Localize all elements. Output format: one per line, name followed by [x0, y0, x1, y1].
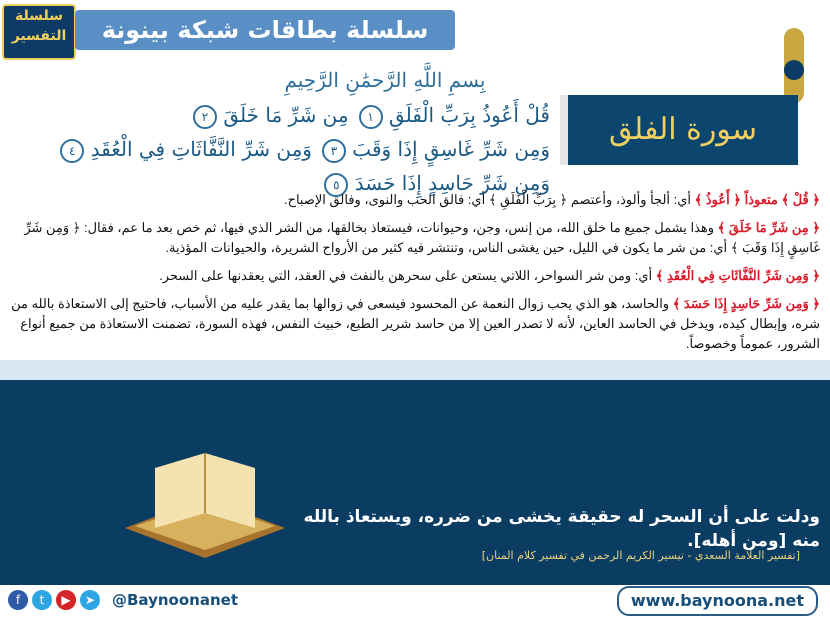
verse-number: ٤ [60, 139, 84, 163]
verse-2: مِن شَرِّ مَا خَلَقَ ٢ [189, 98, 349, 132]
verse-quote: ﴿ قُلْ ﴾ متعوذاً ﴿ أَعُوذُ ﴾ [691, 192, 820, 207]
series-line-2: التفسير [11, 28, 67, 44]
tafsir-paragraph-3 [10, 266, 820, 286]
tafsir-text: وهذا يشمل جميع ما خلق الله، من إنس، وجن، وحيوانات، فيستعاذ بخالقها، من الشر الذي فيها، ثم خص بعد ما عم، فقال: ﴿ وَمِن شَرِّ غَاسِقٍ إِذَا وَقَبَ ﴾ أي: من شر ما يكون في الليل، حين يغشى الناس، وتنتشر فيه كثير من الأرواح الشريرة، والحيوانات المؤذية. [24, 220, 820, 255]
verse-quote: ﴿ مِن شَرِّ مَا خَلَقَ ﴾ [714, 220, 820, 235]
tafsir-text: أي: ألجأ وألوذ، وأعتصم ﴿ بِرَبِّ الْفَلَقِ ﴾ أي: فالق الحب والنوى، وفالق الإصباح. [283, 192, 692, 207]
page-title: سلسلة بطاقات شبكة بينونة [75, 10, 455, 50]
verse-number: ٢ [193, 105, 217, 129]
verse-quote: ﴿ وَمِن شَرِّ النَّفَّاثَاتِ فِي الْعُقَدِ ﴾ [652, 268, 820, 283]
header [0, 0, 830, 60]
verse-1: قُلْ أَعُوذُ بِرَبِّ الْفَلَقِ ١ [355, 98, 550, 132]
verse-4: وَمِن شَرِّ النَّفَّاثَاتِ فِي الْعُقَدِ ٤ [56, 132, 312, 166]
social-links [8, 590, 100, 612]
series-line-1: سلسلة [15, 8, 63, 24]
tafsir-paragraph-2 [10, 218, 820, 258]
tafsir-text: والحاسد، هو الذي يحب زوال النعمة عن المحسود فيسعى في زوالها بما يقدر عليه من الأسباب، فاحتيج إلى الاستعاذة بالله من شره، وإبطال كيده، ويدخل في الحاسد العاين، لأنه لا تصدر العين إلا من حاسد شرير الطبع، خبيث النفس، فهذه السورة، تضمنت الاستعاذة من جميع أنواع الشرور، عموماً وخصوصاً. [11, 296, 820, 351]
basmala: بِسمِ اللَّهِ الرَّحمَٰنِ الرَّحِيمِ [284, 68, 486, 92]
bottom-text: ودلت على أن السحر له حقيقة يخشى من ضرره، ويستعاذ بالله منه [ومن أهله]. [303, 507, 820, 551]
verse-number: ٥ [324, 173, 348, 197]
quran-stand-icon [95, 418, 315, 568]
twitter-icon[interactable]: t [32, 590, 52, 610]
telegram-icon[interactable]: ➤ [80, 590, 100, 610]
verse-quote: ﴿ وَمِن شَرِّ حَاسِدٍ إِذَا حَسَدَ ﴾ [669, 296, 820, 311]
source-citation: [تفسير العلامة السعدي - تيسير الكريم الرحمن في تفسير كلام المنان] [481, 549, 800, 562]
tafsir-paragraph-1 [10, 190, 820, 210]
website-link[interactable]: www.baynoona.net [617, 586, 818, 616]
tafsir-paragraph-4 [10, 294, 820, 354]
surah-title: سورة الفلق [560, 95, 798, 165]
youtube-icon[interactable]: ▶ [56, 590, 76, 610]
series-tag [2, 4, 76, 60]
tafsir-text: أي: ومن شر السواحر، اللاتي يستعن على سحرهن بالنفث في العقد، التي يعقدنها على السحر. [159, 268, 653, 283]
verse-number: ١ [359, 105, 383, 129]
social-handle[interactable]: @Baynoonanet [112, 591, 238, 609]
verse-3: وَمِن شَرِّ غَاسِقٍ إِذَا وَقَبَ ٣ [318, 132, 550, 166]
verses [10, 98, 550, 195]
verse-5: وَمِن شَرِّ حَاسِدٍ إِذَا حَسَدَ ٥ [320, 166, 550, 200]
verse-number: ٣ [322, 139, 346, 163]
facebook-icon[interactable]: f [8, 590, 28, 610]
